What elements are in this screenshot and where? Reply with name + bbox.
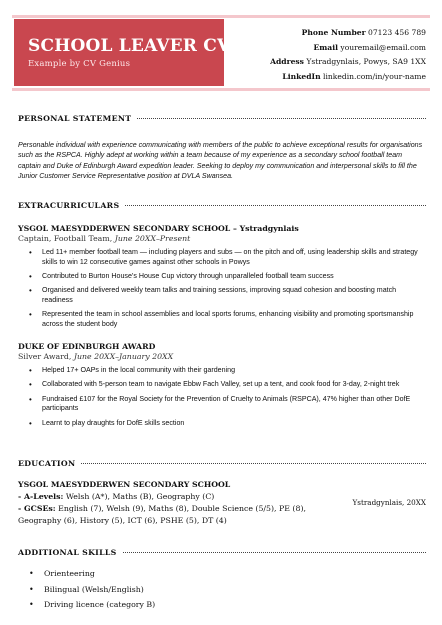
contact-block xyxy=(270,26,426,84)
education-entry xyxy=(18,479,348,527)
section-heading-extracurriculars: EXTRACURRICULARS xyxy=(18,199,426,211)
list-item: • Represented the team in school assemblies and local sports forums, enhancing visibility and promoting sportsmanship across the student body xyxy=(18,310,426,329)
header-top-rule xyxy=(12,15,430,18)
section-heading-skills: ADDITIONAL SKILLS xyxy=(18,546,426,558)
education-gcses: - GCSEs: English (7), Welsh (9), Maths (8), Double Science (5/5), PE (8), Geography (6), History (5), ICT (6), PSHE (5), DT (4) xyxy=(18,504,306,525)
list-item: • Fundraised £107 for the Royal Society for the Prevention of Cruelty to Animals (RSPCA), 47% higher than other DofE participants xyxy=(18,395,426,414)
dotted-divider xyxy=(137,118,426,119)
entry-role: Captain, Football Team, June 20XX–Present xyxy=(18,234,191,243)
list-item: • Bilingual (Welsh/English) xyxy=(18,585,155,595)
education-alevels: - A-Levels: Welsh (A*), Maths (B), Geography (C) xyxy=(18,492,215,501)
list-item: • Learnt to play draughts for DofE skills section xyxy=(18,419,426,429)
section-heading-statement: PERSONAL STATEMENT xyxy=(18,112,426,124)
entry-title: YSGOL MAESYDDERWEN SECONDARY SCHOOL – Ystradgynlais xyxy=(18,224,299,233)
contact-linkedin: LinkedIn linkedin.com/in/your-name xyxy=(282,71,426,81)
dotted-divider xyxy=(123,552,426,553)
list-item: • Organised and delivered weekly team talks and training sessions, improving squad cohesion and boosting match readiness xyxy=(18,286,426,305)
cv-subtitle: Example by CV Genius xyxy=(28,59,131,69)
education-school: YSGOL MAESYDDERWEN SECONDARY SCHOOL xyxy=(18,480,231,489)
contact-email: Email youremail@email.com xyxy=(313,42,426,52)
education-location-date: Ystradgynlais, 20XX xyxy=(352,498,426,507)
list-item: • Collaborated with 5-person team to navigate Ebbw Fach Valley, set up a tent, and cook food for 3-day, 2-night trek xyxy=(18,380,426,390)
contact-phone: Phone Number 07123 456 789 xyxy=(301,28,426,37)
list-item: • Helped 17+ OAPs in the local community with their gardening xyxy=(18,366,426,376)
list-item: • Led 11+ member football team — including players and subs — on the pitch and off, using leadership skills and strategy skills to win 12 consecutive games against other schools in Powys xyxy=(18,248,426,267)
dotted-divider xyxy=(81,463,426,464)
contact-address: Address Ystradgynlais, Powys, SA9 1XX xyxy=(270,57,426,67)
entry-bullets xyxy=(18,248,426,330)
list-item: • Contributed to Burton House’s House Cup victory through unparalleled football team success xyxy=(18,272,426,282)
section-heading-education: EDUCATION xyxy=(18,457,426,469)
list-item: • Orienteering xyxy=(18,569,155,579)
extracurricular-entry xyxy=(18,342,426,433)
extracurricular-entry xyxy=(18,224,426,334)
cv-title: SCHOOL LEAVER CV xyxy=(28,36,231,56)
list-item: • Driving licence (category B) xyxy=(18,600,155,610)
name-banner xyxy=(14,19,231,86)
header-bottom-rule xyxy=(12,88,430,91)
dotted-divider xyxy=(125,205,426,206)
personal-statement: Personable individual with experience communicating with members of the public to achieve exceptional results for organisations such as the RSPCA. Highly adept at working within a team because of my experience as a secondary school football team captain and Duke of Edinburgh Award expedition leader. Seeking to deploy my communication and interpersonal skills to fill the Junior Customer Service Representative position at DVLA Swansea. xyxy=(18,141,423,181)
entry-role: Silver Award, June 20XX–January 20XX xyxy=(18,352,174,361)
entry-title: DUKE OF EDINBURGH AWARD xyxy=(18,342,156,351)
skills-list xyxy=(18,569,155,616)
entry-bullets xyxy=(18,366,426,428)
